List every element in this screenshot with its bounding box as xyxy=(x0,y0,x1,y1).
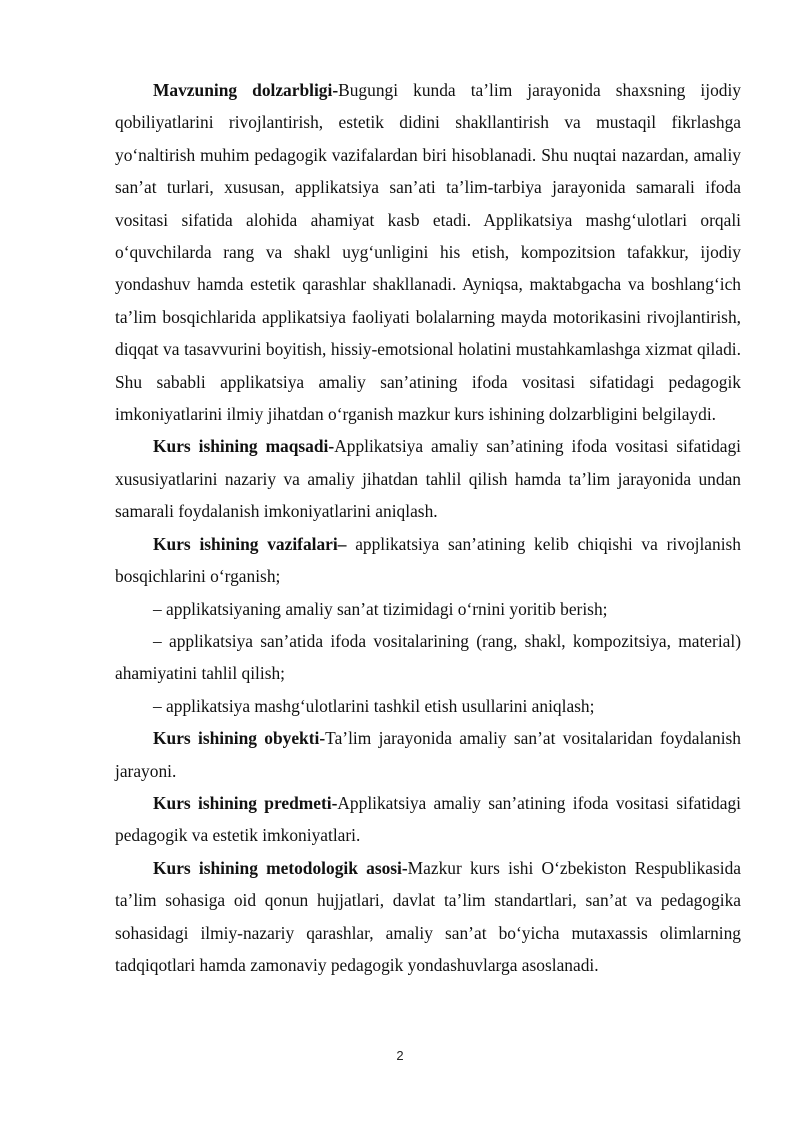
page-number: 2 xyxy=(396,1048,404,1063)
paragraph-heading: Kurs ishining vazifalari– xyxy=(153,533,347,554)
paragraph-text: Ta’lim jarayonida amaliy san’at vositalaridan foydalanish jarayoni. xyxy=(115,728,742,781)
document-body xyxy=(115,74,741,981)
paragraph-object xyxy=(115,722,741,787)
task-item-text: – applikatsiyaning amaliy san’at tizimidagi o‘rnini yoritib berish; xyxy=(153,598,608,619)
task-item xyxy=(115,625,741,690)
paragraph-heading: Kurs ishining obyekti- xyxy=(153,728,326,749)
paragraph-relevance xyxy=(115,74,741,430)
paragraph-text: applikatsiya san’atining kelib chiqishi va rivojlanish bosqichlarini o‘rganish; xyxy=(115,533,742,587)
paragraph-text: Mazkur kurs ishi O‘zbekiston Respublikasida ta’lim sohasiga oid qonun hujjatlari, davlat ta’lim standartlari, san’at va pedagogika sohasidagi ilmiy-nazariy qarashlar, amaliy san’at bo‘yicha mutaxassis olimlarning tadqiqotlari hamda zamonaviy pedagogik yondashuvlarga asoslanadi. xyxy=(115,857,741,975)
task-item xyxy=(115,690,741,722)
paragraph-heading: Kurs ishining maqsadi- xyxy=(153,436,335,457)
paragraph-heading: Kurs ishining predmeti- xyxy=(153,792,338,813)
paragraph-heading: Kurs ishining metodologik asosi- xyxy=(153,857,408,878)
paragraph-tasks xyxy=(115,528,741,593)
paragraph-heading: Mavzuning dolzarbligi- xyxy=(153,80,339,100)
task-item-text: – applikatsiya san’atida ifoda vositalarining (rang, shakl, kompozitsiya, material) ahamiyatini tahlil qilish; xyxy=(115,630,741,684)
task-item-text: – applikatsiya mashg‘ulotlarini tashkil etish usullarini aniqlash; xyxy=(153,695,595,716)
paragraph-text: Applikatsiya amaliy san’atining ifoda vositasi sifatidagi xususiyatlarini nazariy va amaliy jihatdan tahlil qilish hamda ta’lim jarayonida undan samarali foydalanish imkoniyatlarini aniqlash. xyxy=(115,436,742,522)
paragraph-methodology xyxy=(115,852,741,982)
paragraph-subject xyxy=(115,787,741,852)
paragraph-text: Bugungi kunda ta’lim jarayonida shaxsning ijodiy qobiliyatlarini rivojlantirish, estetik didini shakllantirish va mustaqil fikrlashga yo‘naltirish muhim pedagogik vazifalardan biri hisoblanadi. Shu nuqtai nazardan, amaliy san’at turlari, xususan, applikatsiya san’ati ta’lim-tarbiya jarayonida samarali ifoda vositasi sifatida alohida ahamiyat kasb etadi. Applikatsiya mashg‘ulotlari orqali o‘quvchilarda rang va shakl uyg‘unligini his etish, kompozitsion tafakkur, ijodiy yondashuv hamda estetik qarashlar shakllanadi. Ayniqsa, maktabgacha va boshlang‘ich ta’lim bosqichlarida applikatsiya faoliyati bolalarning mayda motorikasini rivojlantirish, diqqat va tasavvurini boyitish, hissiy-emotsional holatini mustahkamlashga xizmat qiladi. Shu sababli applikatsiya amaliy san’atining ifoda vositasi sifatidagi pedagogik imkoniyatlarini ilmiy jihatdan o‘rganish mazkur kurs ishining dolzarbligini belgilaydi. xyxy=(115,80,742,425)
paragraph-goal xyxy=(115,430,741,527)
paragraph-text: Applikatsiya amaliy san’atining ifoda vositasi sifatidagi pedagogik va estetik imkoniyatlari. xyxy=(115,792,741,846)
task-item xyxy=(115,593,741,625)
